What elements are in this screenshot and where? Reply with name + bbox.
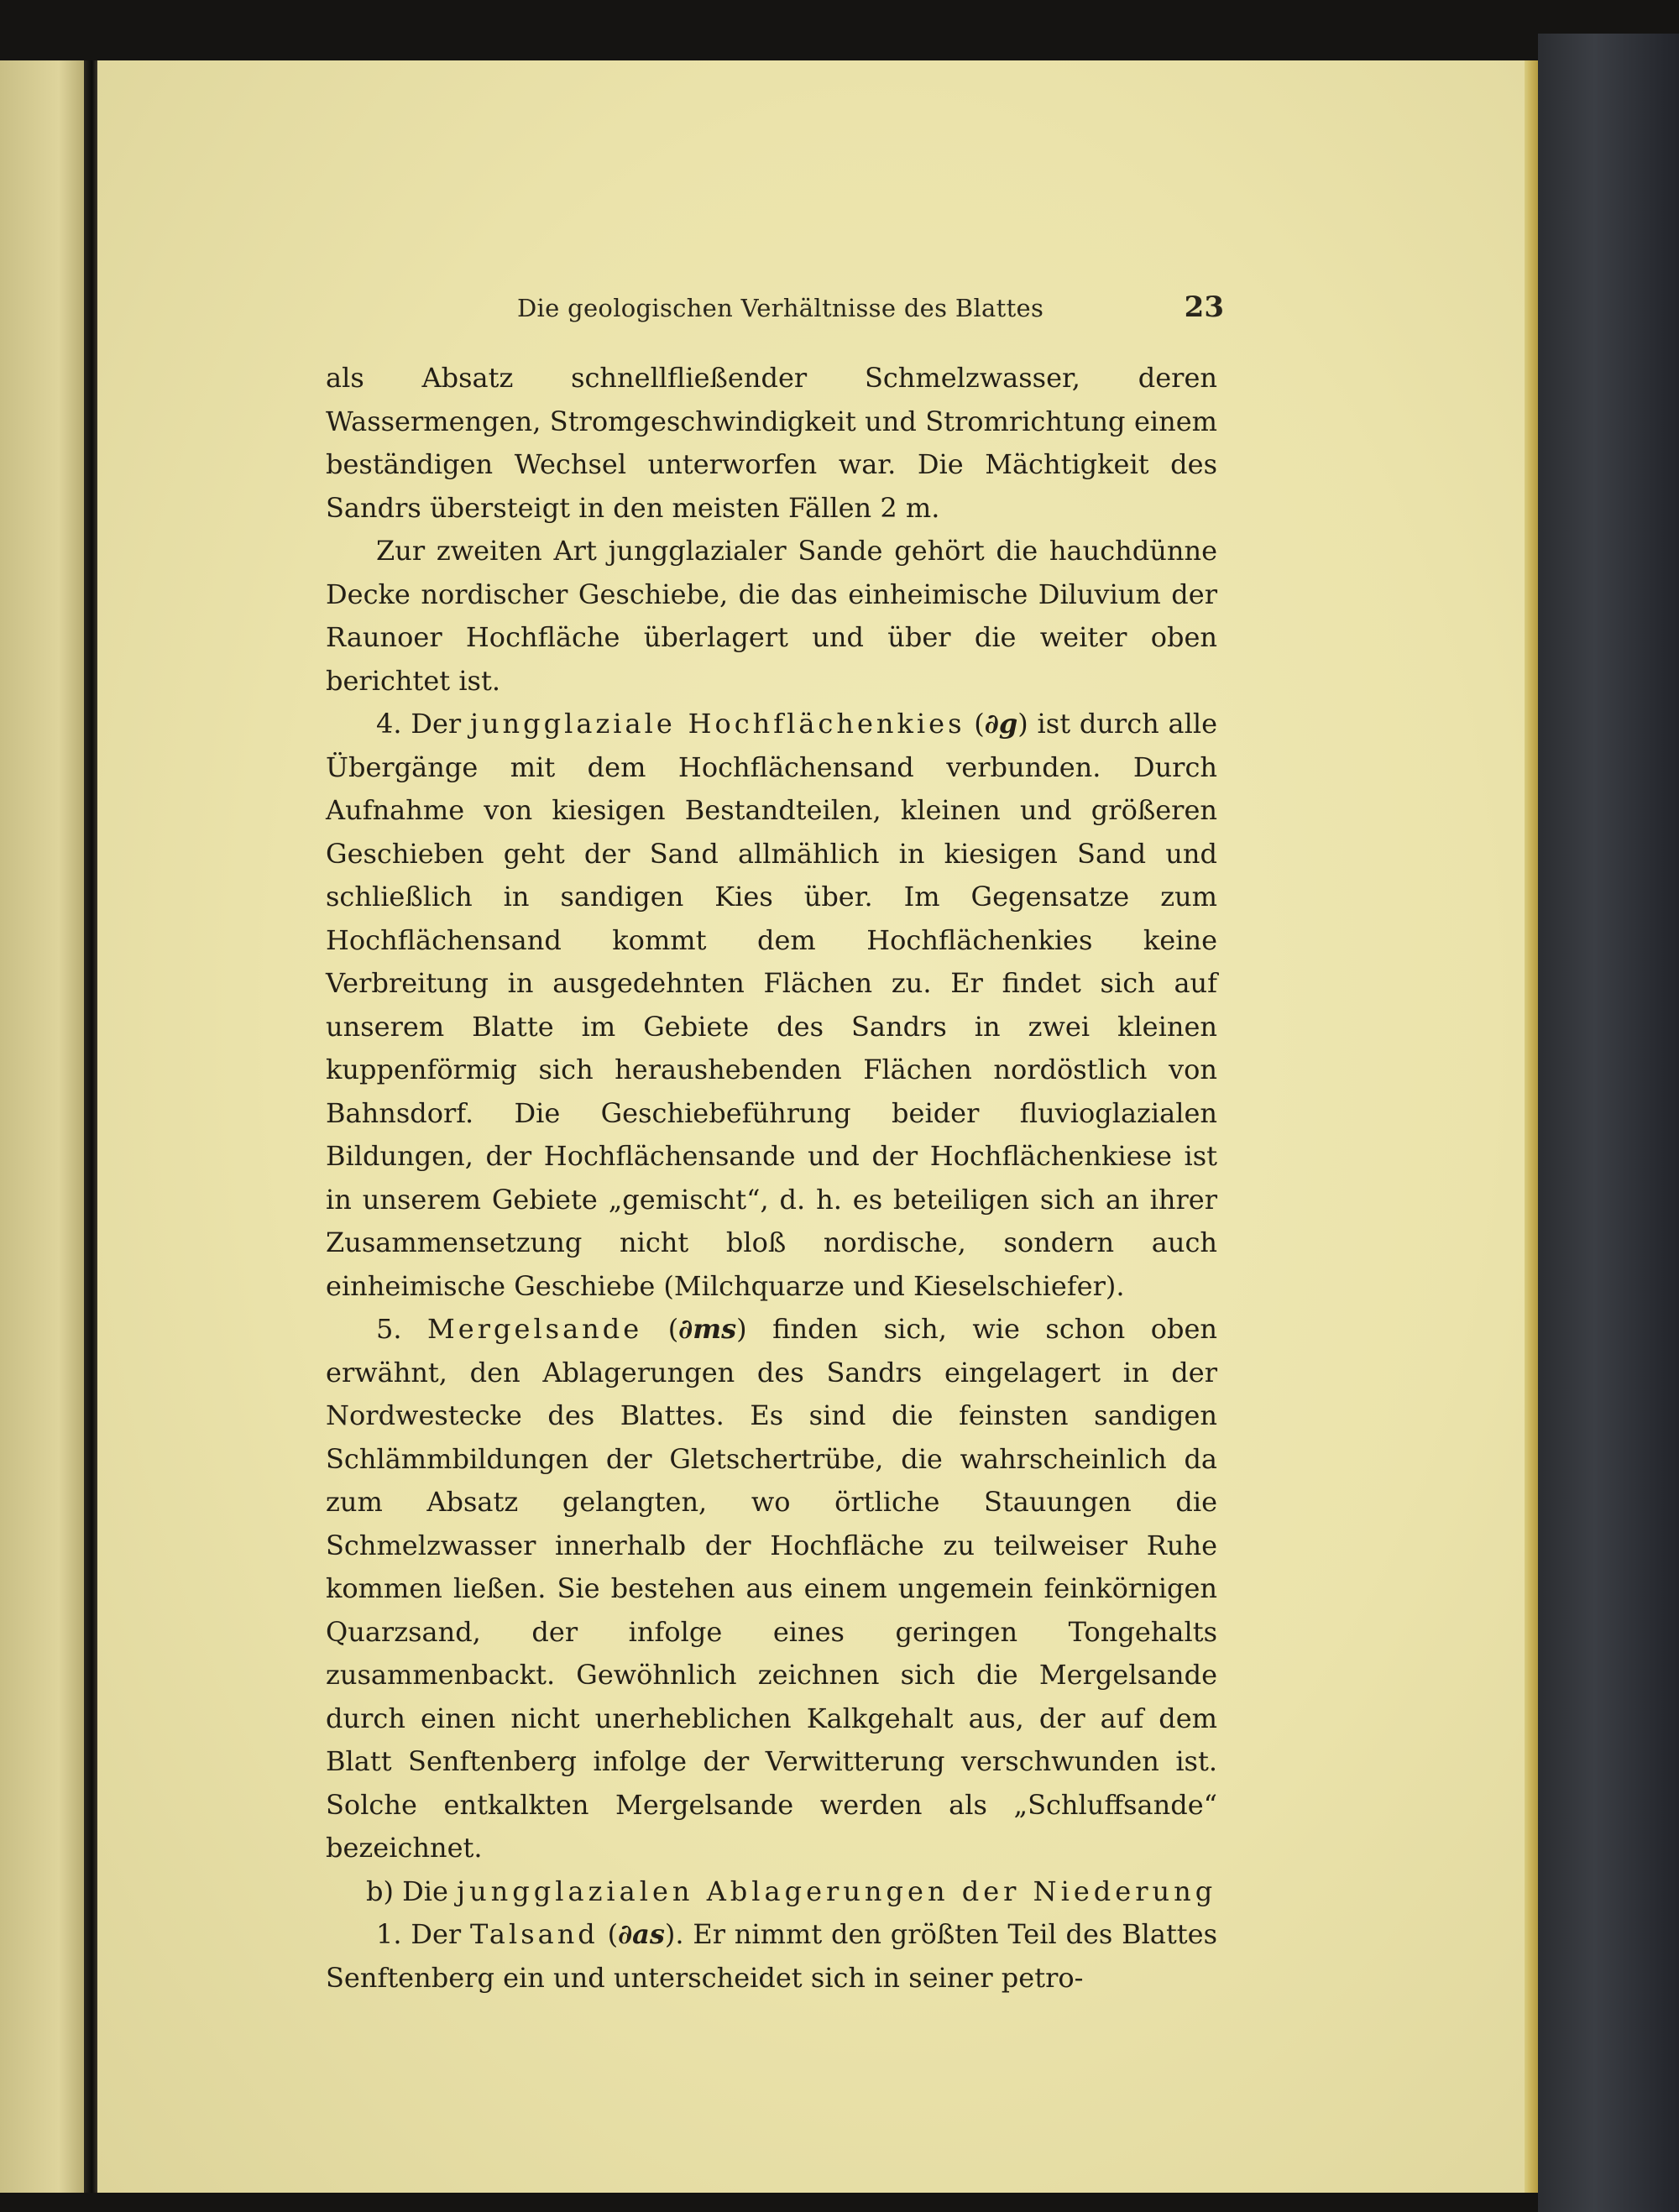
paren-close: ): [736, 1313, 747, 1345]
book-gutter: [84, 60, 97, 2193]
left-page-edge: [0, 60, 84, 2193]
paren-close: ).: [664, 1918, 684, 1950]
section-subheading: [326, 1870, 1217, 1914]
paren-open: (: [667, 1313, 679, 1345]
symbol-oas: ∂as: [618, 1918, 665, 1950]
body-text: [326, 357, 1217, 2000]
paren-open: (: [607, 1918, 619, 1950]
item-number: 1. Der: [376, 1918, 462, 1950]
paragraph-mergelsande: [326, 1308, 1217, 1870]
paragraph-2: Zur zweiten Art jungglazialer Sande gehört die hauchdünne Decke nordischer Geschiebe, die das einheimische Diluvium der Raunoer Hochfläche überlagert und über die weiter oben berichtet ist.: [326, 535, 1217, 697]
symbol-oms: ∂ms: [678, 1313, 737, 1345]
symbol-og: ∂g: [984, 708, 1018, 740]
item-number: 5.: [376, 1313, 402, 1345]
paragraph-1: als Absatz schnellfließender Schmelzwasser, deren Wassermengen, Stromgeschwindigkeit und Stromrichtung einem beständigen Wechsel unterworfen war. Die Mächtigkeit des Sandrs übersteigt in den meisten Fällen 2 m.: [326, 362, 1217, 524]
subheading-title: jungglazialen Ablagerungen der Niederung: [457, 1875, 1217, 1907]
paren-open: (: [974, 708, 985, 740]
paragraph-text: Er nimmt den größten Teil des Blattes Senftenberg ein und unterscheidet sich in seiner petro-: [326, 1918, 1218, 1994]
paragraph-text: ist durch alle Übergänge mit dem Hochflächensand verbunden. Durch Aufnahme von kiesigen Bestandteilen, kleinen und größeren Geschieben geht der Sand allmählich in kiesigen Sand und schließlich in sandigen Kies über. Im Gegensatze zum Hochflächensand kommt dem Hochflächenkies keine Verbreitung in ausgedehnten Flächen zu. Er findet sich auf unserem Blatte im Gebiete des Sandrs in zwei kleinen kuppenförmig sich heraushebenden Flächen nordöstlich von Bahnsdorf. Die Geschiebeführung beider fluvioglazialen Bildungen, der Hochflächensande und der Hochflächenkiese ist in unserem Gebiete „gemischt“, d. h. es beteiligen sich an ihrer Zusammensetzung nicht bloß nordische, sondern auch einheimische Geschiebe (Milchquarze und Kieselschiefer).: [326, 708, 1218, 1302]
paragraph-text: finden sich, wie schon oben erwähnt, den Ablagerungen des Sandrs eingelagert in der Nordwestecke des Blattes. Es sind die feinsten sandigen Schlämmbildungen der Gletschertrübe, die wahrscheinlich da zum Absatz gelangten, wo örtliche Stauungen die Schmelzwasser innerhalb der Hochfläche zu teilweiser Ruhe kommen ließen. Sie bestehen aus einem ungemein feinkörnigen Quarzsand, der infolge eines geringen Tongehalts zusammenbackt. Gewöhnlich zeichnen sich die Mergelsande durch einen nicht unerheblichen Kalkgehalt aus, der auf dem Blatt Senftenberg infolge der Verwitterung verschwunden ist. Solche entkalkten Mergelsande werden als „Schluffsande“ bezeichnet.: [326, 1313, 1218, 1864]
page-number: 23: [1184, 290, 1224, 324]
item-number: 4. Der: [376, 708, 462, 740]
term-mergelsande: Mergelsande: [427, 1313, 643, 1345]
book-cover: [1538, 34, 1679, 2212]
paren-close: ): [1017, 708, 1028, 740]
paragraph-talsand: [326, 1913, 1217, 2000]
term-hochflaechenkies: jungglaziale Hochflächenkies: [470, 708, 965, 740]
page-stack-edge: [1525, 60, 1538, 2193]
term-talsand: Talsand: [470, 1918, 599, 1950]
paragraph-hochflaechenkies: [326, 703, 1217, 1308]
subheading-label: b) Die: [366, 1875, 448, 1907]
running-title: Die geologischen Verhältnisse des Blattes: [517, 294, 1044, 322]
